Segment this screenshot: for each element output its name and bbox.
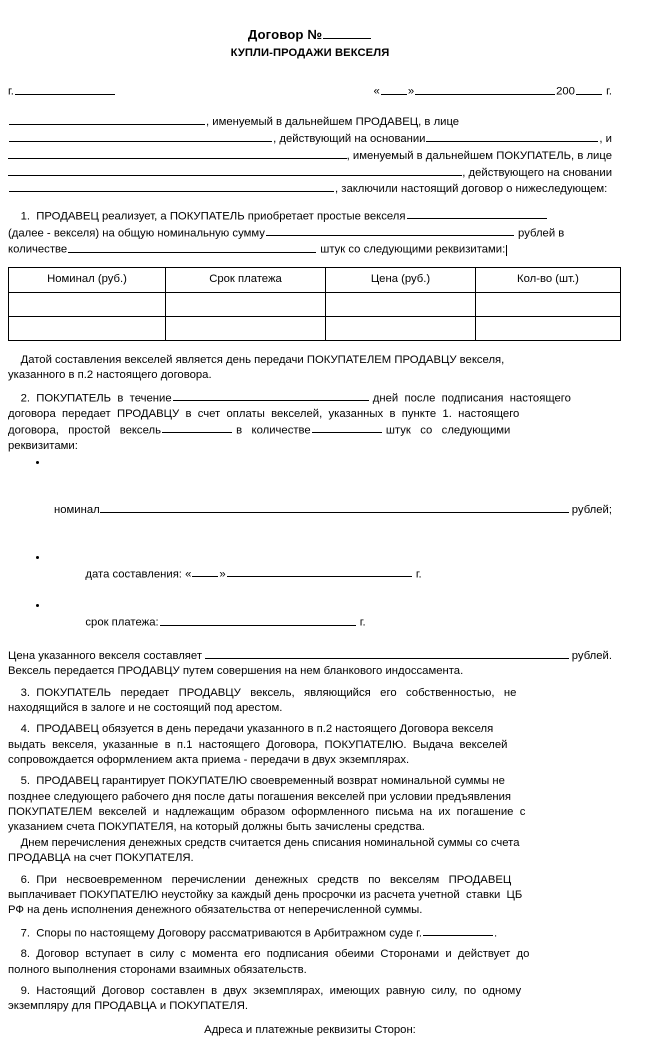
date-field — [374, 83, 612, 100]
clause-6-line-3: РФ на день исполнения денежного обязательства от неперечисленной суммы. — [8, 904, 423, 917]
clause-5-line-1 — [8, 774, 612, 789]
city-date-row — [8, 83, 612, 100]
clause-7-text: Споры по настоящему Договору рассматриваются в Арбитражном суде г. — [36, 927, 423, 940]
bullet-label-issue-date: дата составления: « — [85, 568, 192, 581]
table-header-nominal: Номинал (руб.) — [9, 268, 166, 293]
preamble-line-1 — [8, 114, 612, 131]
clause-1-text-1: ПРОДАВЕЦ реализует, а ПОКУПАТЕЛЬ приобретает простые векселя — [36, 210, 406, 223]
preamble-line-3-text: , именуемый в дальнейшем ПОКУПАТЕЛЬ, в лице — [346, 149, 612, 162]
preamble-line-4-text: , действующего на сновании — [462, 166, 612, 179]
city-label: г. — [8, 85, 14, 98]
contract-number-blank[interactable] — [323, 26, 371, 39]
clause-8-number: 8. — [20, 948, 30, 961]
arbitration-city-blank[interactable] — [423, 925, 493, 936]
clause-2-text-3b: в количестве — [236, 424, 311, 437]
after-table-line-2: указанного в п.2 настоящего договора. — [8, 369, 212, 382]
buyer-basis-blank[interactable] — [9, 181, 334, 192]
clause-4-line-3: сопровождается оформлением акта приема - передачи в двух экземплярах. — [8, 754, 410, 767]
clause-7 — [8, 925, 612, 942]
table-header-quantity: Кол-во (шт.) — [476, 268, 621, 293]
date-month-blank[interactable] — [415, 83, 555, 94]
buyer-name-blank[interactable] — [8, 148, 347, 159]
clause-9-text-1: Настоящий Договор составлен в двух экземплярах, имеющих равную силу, по одному — [36, 985, 522, 998]
date-quote-close: » — [407, 85, 415, 98]
clause-4-number: 4. — [20, 723, 30, 736]
bullet-suffix-payment-term: г. — [359, 616, 366, 629]
date-day-blank[interactable] — [381, 83, 407, 94]
after-table-text-1: Датой составления векселей является день передачи ПОКУПАТЕЛЕМ ПРОДАВЦУ векселя, — [20, 354, 505, 367]
clause-2 — [8, 390, 612, 680]
clause-8-line-2: полного выполнения сторонами взаимных обязательств. — [8, 963, 307, 976]
preamble-line-2-text: , действующий на основании — [273, 133, 426, 146]
clause-1-line-2 — [8, 225, 612, 242]
clause-9-number: 9. — [20, 985, 30, 998]
simple-note-blank[interactable] — [162, 422, 232, 433]
clause-4-text-1: ПРОДАВЕЦ обязуется в день передачи указанного в п.2 настоящего Договора векселя — [36, 723, 494, 736]
clause-2-price-post: рублей. — [571, 649, 612, 662]
clause-2-text-1-post: дней после подписания настоящего — [372, 392, 571, 405]
clause-6 — [8, 873, 612, 919]
date-year-suffix: г. — [606, 85, 612, 98]
text-caret — [506, 245, 507, 256]
city-blank[interactable] — [15, 83, 115, 94]
clause-1-text-3-post: штук со следующими реквизитами: — [320, 243, 506, 256]
bullet-label-nominal: номинал — [54, 504, 100, 517]
preamble-block — [8, 114, 612, 198]
table-header-price: Цена (руб.) — [326, 268, 476, 293]
seller-rep-blank[interactable] — [9, 131, 272, 142]
clause-6-number: 6. — [20, 873, 30, 886]
bullet-issue-day-blank[interactable] — [192, 566, 218, 577]
clause-2-text-1: ПОКУПАТЕЛЬ в течение — [36, 392, 172, 405]
table-cell-nominal[interactable] — [9, 293, 166, 317]
clause-8-line-1 — [8, 947, 612, 962]
table-cell-quantity[interactable] — [476, 317, 621, 341]
list-item — [8, 551, 612, 598]
clause-1-text-3: количестве — [8, 243, 68, 256]
bullet-dot-icon — [36, 604, 39, 607]
clause-5 — [8, 774, 612, 866]
note-price-blank[interactable] — [205, 648, 568, 659]
document-title — [8, 26, 612, 44]
bullet-dot-icon — [36, 556, 39, 559]
clause-2-price-pre: Цена указанного векселя составляет — [8, 649, 203, 662]
clause-2-line-2: договора передает ПРОДАВЦУ в счет оплаты векселей, указанных в пункте 1. настоящего — [8, 407, 520, 420]
clause-2-endorsement-line: Вексель передается ПРОДАВЦУ путем совершения на нем бланкового индоссамента. — [8, 665, 464, 678]
clause-3 — [8, 686, 612, 717]
bullet-suffix-issue-date: г. — [415, 568, 422, 581]
preamble-line-4 — [8, 164, 612, 181]
clause-5-extra-line-2: ПРОДАВЦА на счет ПОКУПАТЕЛЯ. — [8, 852, 194, 865]
clause-5-line-3: ПОКУПАТЕЛЕМ векселей и надлежащим образом оформленного письма на их погашение с — [8, 806, 526, 819]
promissory-notes-table — [8, 267, 621, 341]
preamble-line-1-text: , именуемый в дальнейшем ПРОДАВЕЦ, в лице — [206, 116, 460, 129]
table-cell-quantity[interactable] — [476, 293, 621, 317]
preamble-line-3 — [8, 148, 612, 165]
date-quote-open: « — [373, 85, 380, 98]
clause-4-line-2: выдать векселя, указанные в п.1 настоящего Договора, ПОКУПАТЕЛЮ. Выдача векселей — [8, 738, 508, 751]
title-block — [8, 26, 612, 61]
clause-3-line-1 — [8, 686, 612, 701]
clause-1-number: 1. — [20, 210, 30, 223]
after-table-note — [8, 353, 612, 384]
clause-3-number: 3. — [20, 686, 30, 699]
bullet-payment-term-blank[interactable] — [160, 614, 356, 625]
table-header-payment-term: Срок платежа — [166, 268, 326, 293]
clause-7-text-post: . — [494, 927, 498, 940]
bullet-dot-icon — [36, 461, 39, 464]
clause-8-text-1: Договор вступает в силу с момента его подписания обеими Сторонами и действует до — [36, 948, 530, 961]
clause-4 — [8, 722, 612, 768]
clause-4-line-1 — [8, 722, 612, 737]
clause-2-line-4: реквизитами: — [8, 439, 78, 452]
clause-5-number: 5. — [20, 775, 30, 788]
clause-1-text-2: (далее - векселя) на общую номинальную сумму — [8, 226, 265, 239]
clause-7-number: 7. — [20, 927, 30, 940]
document-title-text: Договор № — [247, 27, 323, 43]
clause-9-line-2: экземпляру для ПРОДАВЦА и ПОКУПАТЕЛЯ. — [8, 1000, 248, 1013]
clause-9 — [8, 984, 612, 1015]
date-year-prefix: 200 — [556, 85, 575, 98]
clause-1-text-2-post: рублей в — [518, 226, 565, 239]
total-nominal-sum-blank[interactable] — [266, 225, 514, 236]
table-row[interactable] — [9, 293, 621, 317]
city-field — [8, 83, 116, 100]
clause-3-text-1: ПОКУПАТЕЛЬ передает ПРОДАВЦУ вексель, являющийся его собственностью, не — [36, 686, 517, 699]
clause-5-extra-text-1: Днем перечисления денежных средств считается день списания номинальной суммы со счета — [20, 836, 520, 849]
clause-5-line-4: указанием счета ПОКУПАТЕЛЯ, на который должны быть зачислены средства. — [8, 821, 425, 834]
note-requisites-list — [8, 456, 612, 646]
table-cell-payment-term[interactable] — [166, 293, 326, 317]
note-quantity-blank[interactable] — [312, 422, 382, 433]
clause-3-line-2: находящийся в залоге и не состоящий под арестом. — [8, 701, 283, 714]
table-cell-nominal[interactable] — [9, 317, 166, 341]
table-cell-payment-term[interactable] — [166, 317, 326, 341]
preamble-line-5-text: , заключили настоящий договор о нижеследующем: — [335, 183, 608, 196]
bullet-suffix-nominal: рублей; — [571, 504, 612, 517]
buyer-rep-blank[interactable] — [8, 164, 462, 175]
clause-2-price-line — [8, 648, 612, 665]
after-table-line-1 — [8, 353, 612, 368]
list-item — [8, 599, 612, 646]
table-cell-price[interactable] — [326, 317, 476, 341]
list-item — [8, 456, 612, 550]
clause-1 — [8, 208, 612, 258]
document-subtitle: КУПЛИ-ПРОДАЖИ ВЕКСЕЛЯ — [230, 47, 390, 60]
clause-1-line-3 — [8, 241, 612, 258]
clause-2-text-3c: штук со следующими — [385, 424, 511, 437]
clause-5-extra-line-1 — [8, 836, 612, 851]
quantity-blank[interactable] — [68, 241, 316, 252]
table-cell-price[interactable] — [326, 293, 476, 317]
payment-days-blank[interactable] — [173, 390, 369, 401]
clause-2-number: 2. — [20, 392, 30, 405]
table-row[interactable] — [9, 317, 621, 341]
bullet-label-payment-term: срок платежа: — [85, 616, 159, 629]
preamble-line-2 — [8, 131, 612, 148]
clause-5-text-1: ПРОДАВЕЦ гарантирует ПОКУПАТЕЛЮ своевременный возврат номинальной суммы не — [36, 775, 505, 788]
table-header-row — [9, 268, 621, 293]
promissory-note-blank[interactable] — [407, 208, 547, 219]
seller-basis-blank[interactable] — [426, 131, 598, 142]
preamble-line-5 — [8, 181, 612, 198]
clause-5-line-2: позднее следующего рабочего дня после даты погашения векселей при условии предъявления — [8, 790, 512, 803]
clause-2-line-1 — [8, 390, 612, 407]
date-year-blank[interactable] — [576, 83, 602, 94]
clause-2-line-3 — [8, 422, 612, 439]
bullet-nominal-blank[interactable] — [100, 502, 569, 513]
clause-7-line-1 — [8, 925, 612, 942]
preamble-line-2-end: , и — [599, 133, 612, 146]
bullet-issue-date-quote: » — [219, 568, 226, 581]
clause-9-line-1 — [8, 984, 612, 999]
clause-6-line-2: выплачивает ПОКУПАТЕЛЮ неустойку за каждый день просрочки из расчета учетной ставки ЦБ — [8, 888, 523, 901]
bullet-issue-month-blank[interactable] — [227, 566, 412, 577]
requisites-heading: Адреса и платежные реквизиты Сторон: — [204, 1023, 416, 1036]
clause-1-line-1 — [8, 208, 612, 225]
seller-name-blank[interactable] — [9, 114, 205, 125]
clause-2-text-3a: договора, простой вексель — [8, 424, 161, 437]
clause-8 — [8, 947, 612, 978]
clause-6-line-1 — [8, 873, 612, 888]
clause-6-text-1: При несвоевременном перечислении денежных средств по векселям ПРОДАВЕЦ — [36, 873, 512, 886]
